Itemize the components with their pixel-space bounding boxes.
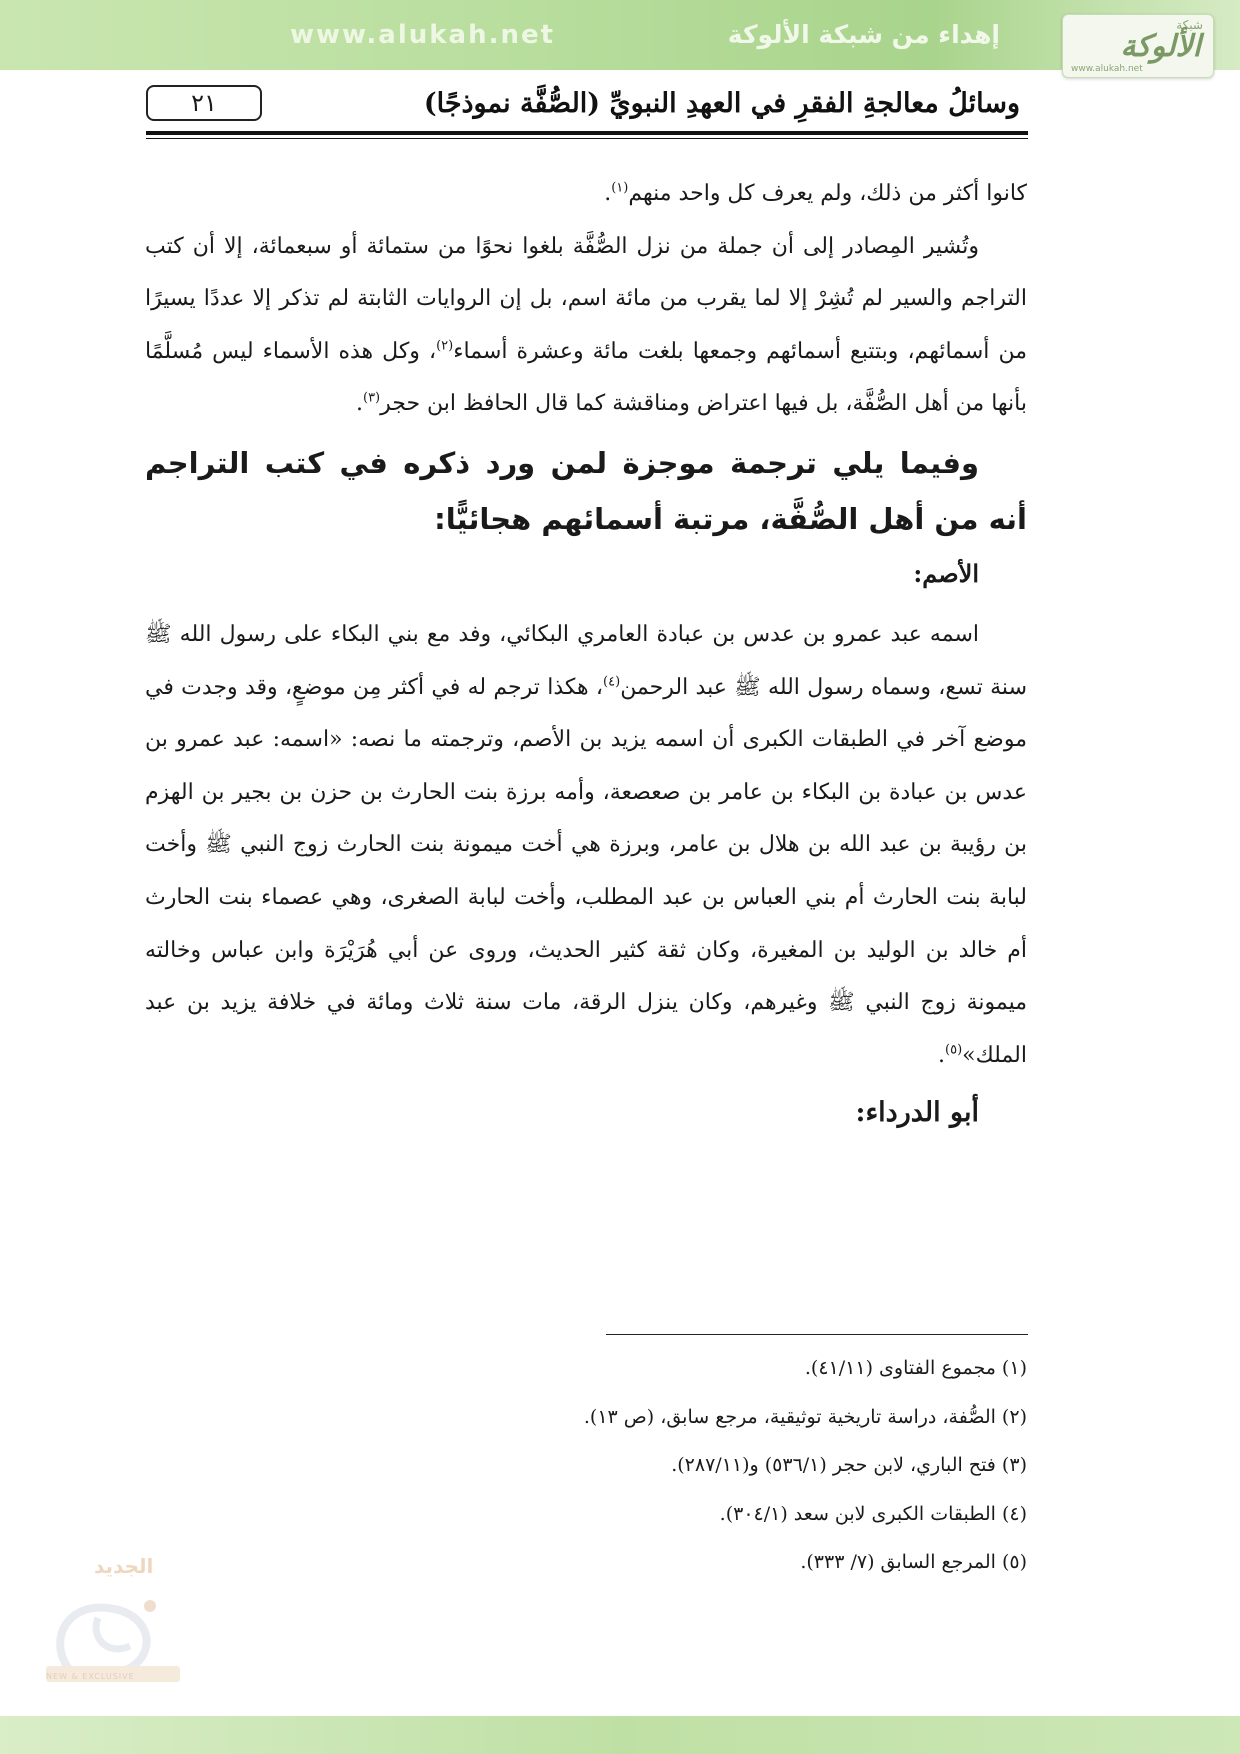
paragraph-3: [145, 609, 1027, 1082]
subheading-alasam: الأصم:: [913, 558, 979, 588]
header-rule-thin: [146, 138, 1028, 139]
footnote-3: (٣) فتح الباري، لابن حجر (٥٣٦/١) و(٢٨٧/١١).: [671, 1454, 1027, 1476]
footnote-1: (١) مجموع الفتاوى (٤١/١١).: [804, 1357, 1027, 1379]
subheading-abu-aldarda: أبو الدرداء:: [855, 1097, 979, 1129]
paragraph-1-text: كانوا أكثر من ذلك، ولم يعرف كل واحد منهم: [628, 181, 1027, 206]
paragraph-2-end: .: [355, 391, 363, 417]
main-content: [145, 168, 1027, 1138]
paragraph-3-text-b: ، هكذا ترجم له في أكثر مِن موضعٍ، وقد وجدت في موضع آخر في الطبقات الكبرى أن اسمه يزيد بن الأصم، وترجمته ما نصه: «اسمه: عبد عمرو بن عدس بن عبادة بن البكاء بن عامر بن صعصعة، وأمه برزة بنت الحارث بن حزن بن بجير بن الهزم بن رؤيبة بن عبد الله بن هلال بن عامر، وبرزة هي أخت ميمونة بنت الحارث زوج النبي ﷺ وأخت لبابة بنت الحارث أم بني العباس بن عبد المطلب، وأخت لبابة الصغرى، وهي عصماء بنت الحارث أم خالد بن الوليد بن المغيرة، وكان ثقة كثير الحديث، وروى عن أبي هُرَيْرَة وابن عباس وخالته ميمونة زوج النبي ﷺ وغيرهم، وكان ينزل الرقة، مات سنة ثلاث ومائة في خلافة يزيد بن عبد الملك»: [145, 674, 1027, 1068]
footnote-ref-5: (٥): [945, 1042, 963, 1058]
page-title: وسائلُ معالجةِ الفقرِ في العهدِ النبويِّ (الصُّفَّة نموذجًا): [423, 88, 1020, 119]
alukah-logo: [1062, 14, 1214, 78]
footnote-ref-2: (٢): [436, 338, 454, 354]
paragraph-2-text-b: ، وكل هذه الأسماء ليس مُسلَّمًا بأنها من أهل الصُّفَّة، بل فيها اعتراض ومناقشة كما قال الحافظ ابن حجر: [145, 338, 1027, 417]
logo-subtitle: شبكة: [1176, 18, 1203, 32]
paragraph-3-end: .: [938, 1042, 946, 1068]
footnotes: [427, 1344, 1027, 1587]
footnote-ref-3: (٣): [362, 391, 381, 407]
logo-url: www.alukah.net: [1071, 64, 1143, 74]
bottom-banner: [0, 1716, 1240, 1754]
footnote-4: (٤) الطبقات الكبرى لابن سعد (٣٠٤/١).: [719, 1502, 1027, 1525]
gift-text: إهداء من شبكة الألوكة: [727, 20, 1000, 49]
footnote-ref-4: (٤): [603, 674, 621, 690]
site-url: www.alukah.net: [290, 20, 556, 50]
footnote-ref-1: (١): [611, 180, 629, 196]
new-exclusive-watermark: [38, 1548, 188, 1698]
paragraph-2: [145, 221, 1027, 431]
paragraph-1: [145, 168, 1027, 221]
watermark-bottom-text: NEW & EXCLUSIVE: [46, 1672, 135, 1681]
footnote-5: (٥) المرجع السابق (٧/ ٣٣٣).: [800, 1551, 1027, 1573]
page-number: ٢١: [146, 85, 262, 121]
footnote-2: (٢) الصُّفة، دراسة تاريخية توثيقية، مرجع سابق، (ص ١٣).: [583, 1405, 1027, 1428]
header-rule: [146, 131, 1028, 135]
watermark-top-text: الجديد: [94, 1554, 154, 1578]
paragraph-1-end: .: [604, 181, 612, 206]
top-banner: [0, 0, 1240, 70]
footnote-separator: [606, 1334, 1028, 1335]
paragraph-3-text-a: اسمه عبد عمرو بن عدس بن عبادة العامري البكائي، وفد مع بني البكاء على رسول الله ﷺ سنة تسع، وسماه رسول الله ﷺ عبد الرحمن: [145, 621, 1028, 700]
logo-main-text: الألوكة: [1120, 29, 1201, 64]
section-heading: وفيما يلي ترجمة موجزة لمن ورد ذكره في كتب التراجم أنه من أهل الصُّفَّة، مرتبة أسمائهم هجائيًّا:: [145, 445, 1027, 536]
paragraph-2-text-a: وتُشير المِصادر إلى أن جملة من نزل الصُّفَّة بلغوا نحوًا من ستمائة أو سبعمائة، إلا أن كتب التراجم والسير لم تُشِرْ إلا لما يقرب من مائة اسم، بل إن الروايات الثابتة لم تذكر إلا عددًا يسيرًا من أسمائهم، وبتتبع أسمائهم وجمعها بلغت مائة وعشرة أسماء: [145, 233, 1027, 364]
